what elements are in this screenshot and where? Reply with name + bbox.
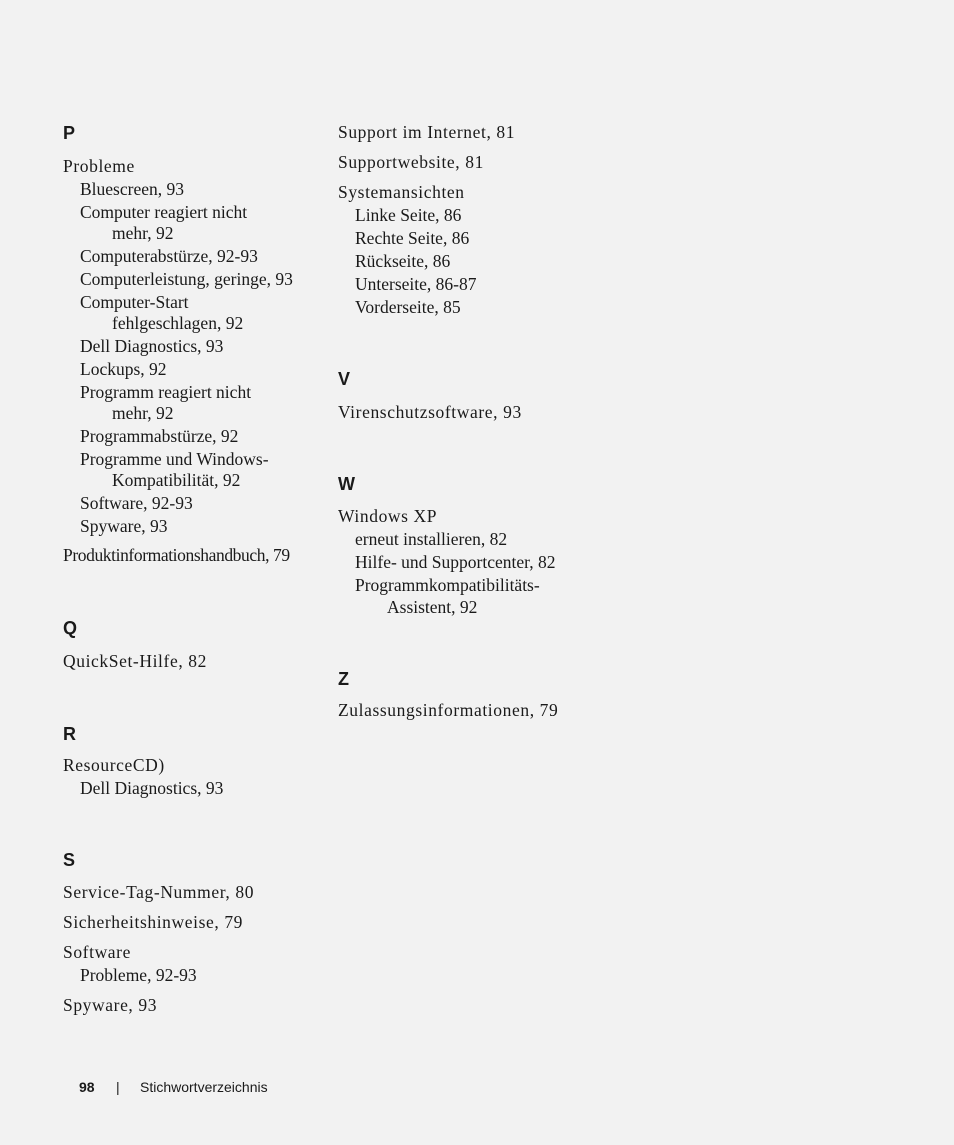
index-subentry-continuation: Assistent, 92 [387,597,478,617]
index-subentry: Computer-Start [80,292,189,312]
index-subentry: Computerleistung, geringe, 93 [80,269,293,289]
index-entry: ResourceCD) [63,755,165,775]
index-entry: Sicherheitshinweise, 79 [63,912,244,932]
index-subentry: Probleme, 92-93 [80,965,197,985]
index-subentry: Software, 92-93 [80,493,193,513]
index-subentry: Spyware, 93 [80,516,168,536]
index-entry: Software [63,942,131,962]
index-entry: Windows XP [338,506,438,526]
index-section-letter: Q [63,618,78,638]
index-entry: Systemansichten [338,182,465,202]
footer-separator: | [116,1079,120,1095]
index-section-letter: W [338,474,355,494]
index-entry: Produktinformationshandbuch, 79 [63,545,290,565]
index-section-letter: R [63,724,76,744]
index-entry: Supportwebsite, 81 [338,152,484,172]
index-subentry: Dell Diagnostics, 93 [80,778,224,798]
index-subentry: Hilfe- und Supportcenter, 82 [355,552,556,572]
index-entry: Zulassungsinformationen, 79 [338,700,559,720]
index-subentry: Dell Diagnostics, 93 [80,336,224,356]
index-section-letter: P [63,123,76,143]
index-subentry: Programmabstürze, 92 [80,426,239,446]
index-subentry: erneut installieren, 82 [355,529,508,549]
index-subentry: Lockups, 92 [80,359,167,379]
index-entry: Virenschutzsoftware, 93 [338,402,522,422]
index-subentry: Linke Seite, 86 [355,205,462,225]
index-subentry: Programm reagiert nicht [80,382,252,402]
index-subentry: Programmkompatibilitäts- [355,575,540,595]
index-subentry: Rückseite, 86 [355,251,451,271]
index-entry: Support im Internet, 81 [338,122,516,142]
index-entry: Spyware, 93 [63,995,158,1015]
index-subentry-continuation: fehlgeschlagen, 92 [112,313,244,333]
index-entry: Service-Tag-Nummer, 80 [63,882,255,902]
index-subentry: Bluescreen, 93 [80,179,184,199]
index-section-letter: Z [338,669,349,689]
index-subentry: Computerabstürze, 92-93 [80,246,258,266]
index-section-letter: S [63,850,76,870]
index-subentry-continuation: mehr, 92 [112,223,174,243]
page-number: 98 [79,1079,95,1095]
index-subentry: Vorderseite, 85 [355,297,461,317]
index-subentry-continuation: Kompatibilität, 92 [112,470,241,490]
index-entry: QuickSet-Hilfe, 82 [63,651,207,671]
index-subentry: Computer reagiert nicht [80,202,248,222]
index-entry: Probleme [63,156,135,176]
index-subentry: Unterseite, 86-87 [355,274,477,294]
index-section-letter: V [338,369,351,389]
index-subentry-continuation: mehr, 92 [112,403,174,423]
index-subentry: Rechte Seite, 86 [355,228,470,248]
footer-section-title: Stichwortverzeichnis [140,1079,268,1095]
index-subentry: Programme und Windows- [80,449,269,469]
